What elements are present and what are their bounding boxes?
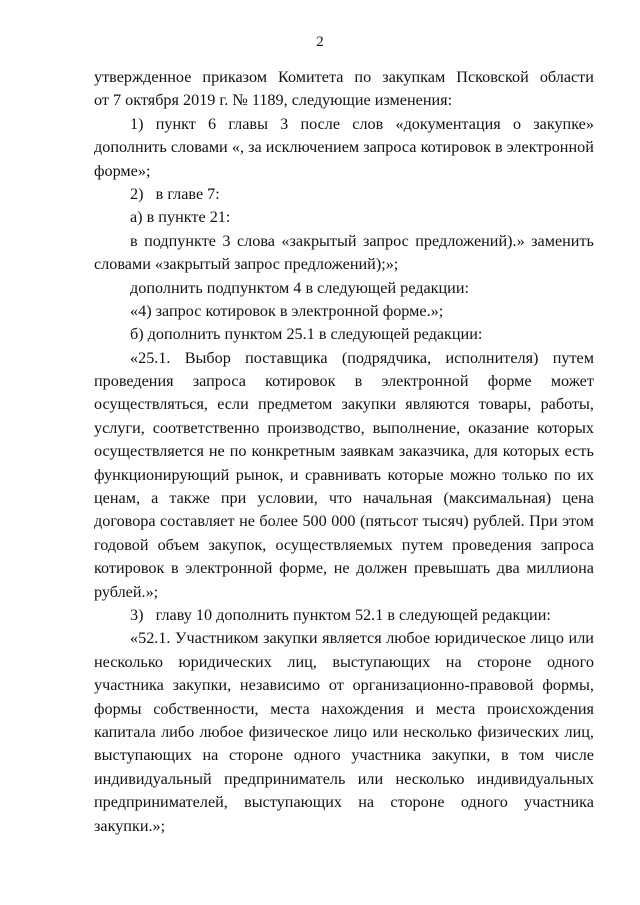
text-line: ценам, а также при условии, что начальная (максимальная) цена (94, 489, 594, 508)
text-line: договора составляет не более 500 000 (пятьсот тысяч) рублей. При этом (94, 512, 594, 531)
text-line: рублей.»; (94, 582, 159, 601)
text-line: осуществляться, если предметом закупки являются товары, работы, (94, 395, 594, 414)
text-line: услуги, соответственно производство, выполнение, оказание которых (94, 418, 594, 437)
text-line: «25.1. Выбор поставщика (подрядчика, исполнителя) путем (130, 348, 594, 367)
text-line: выступающих на стороне одного участника закупки, в том числе (94, 746, 594, 765)
text-line: в подпункте 3 слова «закрытый запрос предложений).» заменить (130, 231, 594, 250)
text-line: предпринимателей, выступающих на стороне одного участника (94, 793, 594, 812)
page-number: 2 (316, 34, 324, 50)
text-line: индивидуальный предприниматель или несколько индивидуальных (94, 769, 594, 788)
text-line: 3) главу 10 дополнить пунктом 52.1 в следующей редакции: (130, 605, 551, 624)
text-line: котировок в электронной форме, не должен превышать два миллиона (94, 559, 594, 578)
text-line: б) дополнить пунктом 25.1 в следующей редакции: (130, 325, 483, 344)
text-line: от 7 октября 2019 г. № 1189, следующие изменения: (94, 91, 453, 110)
text-line: «52.1. Участником закупки является любое юридическое лицо или (130, 629, 594, 648)
text-line: участника закупки, независимо от организационно-правовой формы, (94, 676, 594, 695)
text-line: годовой объем закупок, осуществляемых путем проведения запроса (94, 535, 594, 554)
text-line: функционирующий рынок, и сравнивать которые можно только по их (94, 465, 594, 484)
text-line: 2) в главе 7: (130, 184, 220, 203)
text-line: утвержденное приказом Комитета по закупкам Псковской области (94, 68, 594, 86)
text-line: формы собственности, места нахождения и места происхождения (94, 699, 594, 718)
text-line: несколько юридических лиц, выступающих на стороне одного (94, 652, 594, 671)
text-line: закупки.»; (94, 816, 166, 835)
text-line: капитала либо любое физическое лицо или несколько физических лиц, (94, 722, 594, 741)
text-line: а) в пункте 21: (130, 208, 231, 227)
text-line: дополнить словами «, за исключением запроса котировок в электронной (94, 138, 594, 157)
text-line: дополнить подпунктом 4 в следующей редакции: (130, 278, 469, 297)
text-line: осуществляется не по конкретным заявкам заказчика, для которых есть (94, 442, 594, 461)
text-line: проведения запроса котировок в электронной форме может (94, 372, 594, 391)
text-line: словами «закрытый запрос предложений);»; (94, 255, 399, 274)
text-line: форме»; (94, 161, 151, 180)
text-line: 1) пункт 6 главы 3 после слов «документация о закупке» (130, 114, 594, 133)
text-line: «4) запрос котировок в электронной форме.»; (130, 301, 444, 320)
document-body (94, 66, 594, 838)
